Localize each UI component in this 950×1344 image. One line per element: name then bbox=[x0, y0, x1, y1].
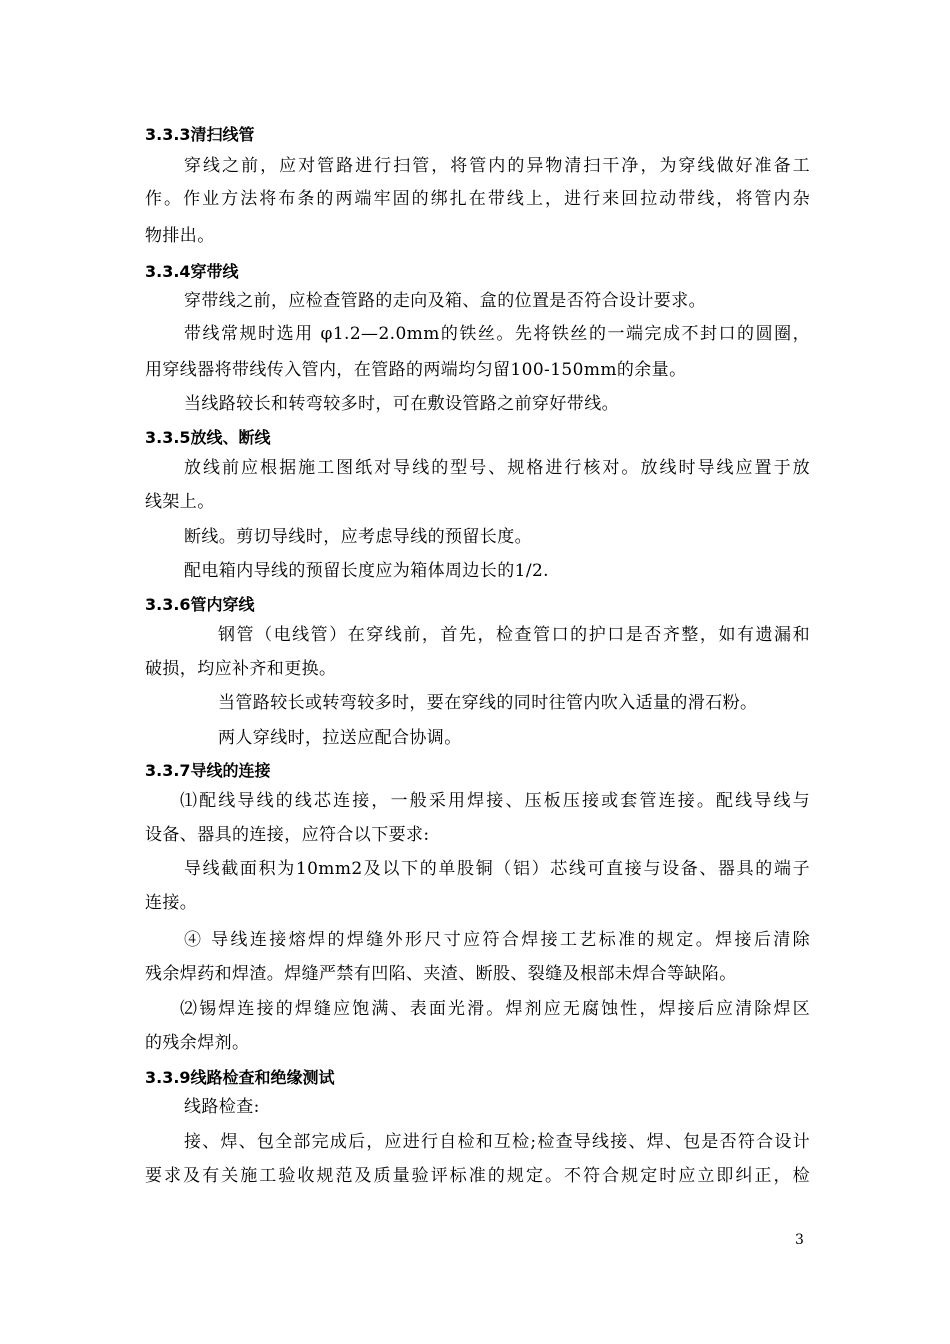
section-heading-3-3-9: 3.3.9线路检查和绝缘测试 bbox=[145, 1068, 335, 1087]
section-heading-3-3-4: 3.3.4穿带线 bbox=[145, 262, 239, 281]
paragraph-line: 当线路较长和转弯较多时，可在敷设管路之前穿好带线。 bbox=[184, 394, 619, 414]
section-heading-3-3-5: 3.3.5放线、断线 bbox=[145, 428, 271, 447]
paragraph-line: 残余焊药和焊渣。焊缝严禁有凹陷、夹渣、断股、裂缝及根部未焊合等缺陷。 bbox=[145, 964, 737, 984]
paragraph-line: 放线前应根据施工图纸对导线的型号、规格进行核对。放线时导线应置于放 bbox=[184, 458, 810, 478]
paragraph-line: 穿线之前，应对管路进行扫管，将管内的异物清扫干净，为穿线做好准备工 bbox=[184, 156, 810, 176]
paragraph-line: ⑴配线导线的线芯连接，一般采用焊接、压板压接或套管连接。配线导线与 bbox=[180, 791, 810, 811]
paragraph-line: 钢管（电线管）在穿线前，首先，检查管口的护口是否齐整，如有遗漏和 bbox=[218, 625, 810, 645]
paragraph-line: 连接。 bbox=[145, 893, 198, 913]
paragraph-line: 破损，均应补齐和更换。 bbox=[145, 659, 337, 679]
paragraph-line: 断线。剪切导线时，应考虑导线的预留长度。 bbox=[184, 527, 532, 547]
paragraph-line: ⑵锡焊连接的焊缝应饱满、表面光滑。焊剂应无腐蚀性，焊接后应清除焊区 bbox=[180, 999, 810, 1019]
page-number: 3 bbox=[795, 1232, 804, 1248]
paragraph-line: 当管路较长或转弯较多时，要在穿线的同时往管内吹入适量的滑石粉。 bbox=[218, 693, 758, 713]
paragraph-line: 用穿线器将带线传入管内，在管路的两端均匀留100-150mm的余量。 bbox=[145, 360, 687, 380]
paragraph-line: 线路检查: bbox=[184, 1097, 260, 1117]
section-heading-3-3-7: 3.3.7导线的连接 bbox=[145, 761, 271, 780]
paragraph-line: 设备、器具的连接，应符合以下要求: bbox=[145, 825, 430, 845]
paragraph-line: 接、焊、包全部完成后，应进行自检和互检;检查导线接、焊、包是否符合设计 bbox=[184, 1132, 810, 1152]
section-heading-3-3-3: 3.3.3清扫线管 bbox=[145, 125, 255, 144]
paragraph-line: 两人穿线时，拉送应配合协调。 bbox=[218, 728, 462, 748]
paragraph-line: 的残余焊剂。 bbox=[145, 1033, 250, 1053]
paragraph-line: 配电箱内导线的预留长度应为箱体周边长的1/2. bbox=[184, 561, 549, 581]
paragraph-line: 物排出。 bbox=[145, 226, 215, 246]
paragraph-line: 带线常规时选用 φ1.2—2.0mm的铁丝。先将铁丝的一端完成不封口的圆圈， bbox=[184, 324, 810, 344]
section-heading-3-3-6: 3.3.6管内穿线 bbox=[145, 595, 255, 614]
paragraph-line: 线架上。 bbox=[145, 492, 215, 512]
paragraph-line: 作。作业方法将布条的两端牢固的绑扎在带线上，进行来回拉动带线，将管内杂 bbox=[145, 189, 810, 209]
paragraph-line: 导线截面积为10mm2及以下的单股铜（铝）芯线可直接与设备、器具的端子 bbox=[184, 859, 810, 879]
paragraph-line: 穿带线之前，应检查管路的走向及箱、盒的位置是否符合设计要求。 bbox=[184, 291, 706, 311]
paragraph-line: 要求及有关施工验收规范及质量验评标准的规定。不符合规定时应立即纠正，检 bbox=[145, 1166, 810, 1186]
paragraph-line: ④ 导线连接熔焊的焊缝外形尺寸应符合焊接工艺标准的规定。焊接后清除 bbox=[184, 930, 810, 950]
